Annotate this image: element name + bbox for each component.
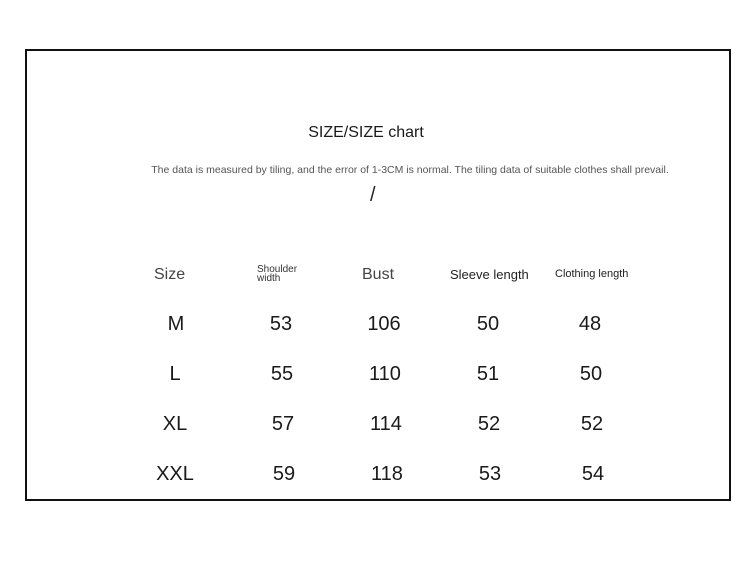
header-sleeve-length: Sleeve length — [450, 267, 529, 282]
cell-sleeve: 52 — [477, 413, 501, 435]
cell-sleeve: 51 — [476, 363, 500, 385]
header-size: Size — [154, 266, 186, 283]
cell-sleeve: 50 — [476, 313, 500, 335]
cell-bust: 110 — [369, 363, 401, 385]
cell-size: L — [169, 363, 181, 385]
cell-clothing: 54 — [581, 463, 605, 485]
header-bust: Bust — [362, 266, 395, 283]
cell-clothing: 52 — [580, 413, 604, 435]
page-title: SIZE/SIZE chart — [308, 124, 424, 141]
cell-bust: 118 — [371, 463, 403, 485]
cell-shoulder: 59 — [272, 463, 296, 485]
cell-size: M — [167, 313, 185, 335]
measurement-note: The data is measured by tiling, and the error of 1-3CM is normal. The tiling data of suitable clothes shall prevail. — [151, 164, 669, 176]
cell-shoulder: 57 — [271, 413, 295, 435]
cell-size: XXL — [156, 463, 194, 485]
cell-sleeve: 53 — [478, 463, 502, 485]
header-shoulder-line2: width — [257, 273, 281, 284]
header-shoulder-line1: Shoulder — [257, 264, 298, 275]
cell-shoulder: 55 — [270, 363, 294, 385]
separator-slash: / — [370, 184, 376, 206]
cell-bust: 106 — [367, 313, 401, 335]
header-clothing-length: Clothing length — [555, 268, 629, 280]
cell-bust: 114 — [370, 413, 402, 435]
cell-shoulder: 53 — [269, 313, 293, 335]
cell-clothing: 48 — [578, 313, 602, 335]
cell-size: XL — [162, 413, 188, 435]
cell-clothing: 50 — [579, 363, 603, 385]
